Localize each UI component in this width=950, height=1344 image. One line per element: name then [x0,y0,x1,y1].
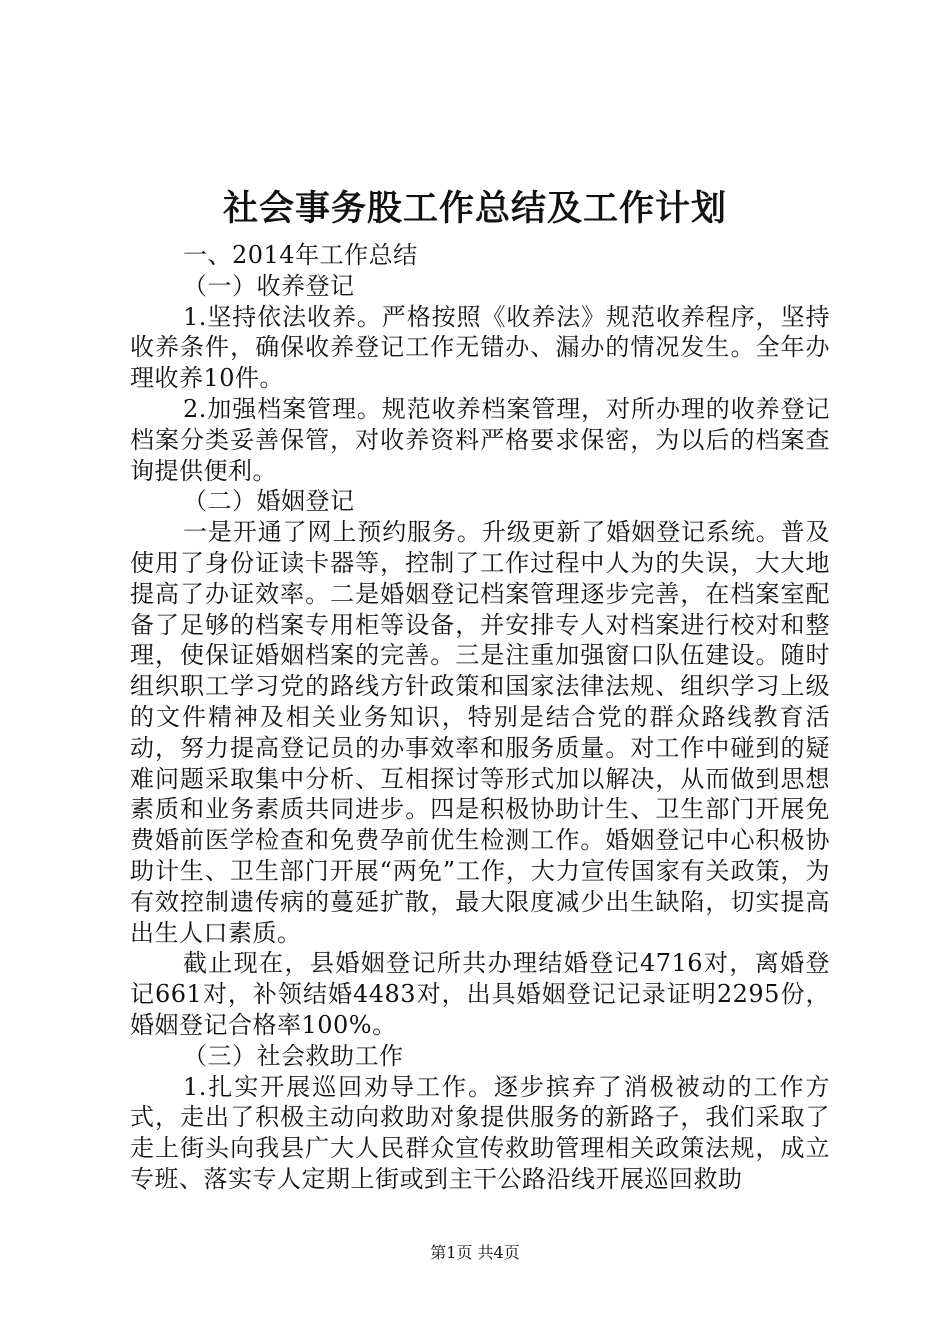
subsection-heading: （三）社会救助工作 [183,1041,404,1070]
page-footer: 第1页 共4页 [430,1243,520,1262]
document-body [130,240,830,1195]
paragraph: 一是开通了网上预约服务。升级更新了婚姻登记系统。普及使用了身份证读卡器等，控制了工作过程中人为的失误，大大地提高了办证效率。二是婚姻登记档案管理逐步完善，在档案室配备了足够的档案专用柜等设备，并安排专人对档案进行校对和整理，使保证婚姻档案的完善。三是注重加强窗口队伍建设。随时组织职工学习党的路线方针政策和国家法律法规、组织学习上级的文件精神及相关业务知识，特别是结合党的群众路线教育活动，努力提高登记员的办事效率和服务质量。对工作中碰到的疑难问题采取集中分析、互相探讨等形式加以解决，从而做到思想素质和业务素质共同进步。四是积极协助计生、卫生部门开展免费婚前医学检查和免费孕前优生检测工作。婚姻登记中心积极协助计生、卫生部门开展“两免”工作，大力宣传国家有关政策，为有效控制遗传病的蔓延扩散，最大限度减少出生缺陷，切实提高出生人口素质。 [130,518,830,947]
paragraph: 2.加强档案管理。规范收养档案管理，对所办理的收养登记档案分类妥善保管，对收养资料严格要求保密，为以后的档案查询提供便利。 [130,394,830,485]
paragraph: 截止现在，县婚姻登记所共办理结婚登记4716对，离婚登记661对，补领结婚4483对，出具婚姻登记记录证明2295份，婚姻登记合格率100%。 [130,949,830,1039]
document-title: 社会事务股工作总结及工作计划 [222,188,727,229]
section-heading: 一、2014年工作总结 [183,241,418,269]
subsection-heading: （二）婚姻登记 [183,487,355,516]
paragraph: 1.坚持依法收养。严格按照《收养法》规范收养程序，坚持收养条件，确保收养登记工作无错办、漏办的情况发生。全年办理收养10件。 [130,302,830,393]
subsection-heading: （一）收养登记 [183,271,355,300]
paragraph: 1.扎实开展巡回劝导工作。逐步摈弃了消极被动的工作方式，走出了积极主动向救助对象提供服务的新路子，我们采取了走上街头向我县广大人民群众宣传救助管理相关政策法规，成立专班、落实专人定期上街或到主干公路沿线开展巡回救助 [130,1072,830,1193]
